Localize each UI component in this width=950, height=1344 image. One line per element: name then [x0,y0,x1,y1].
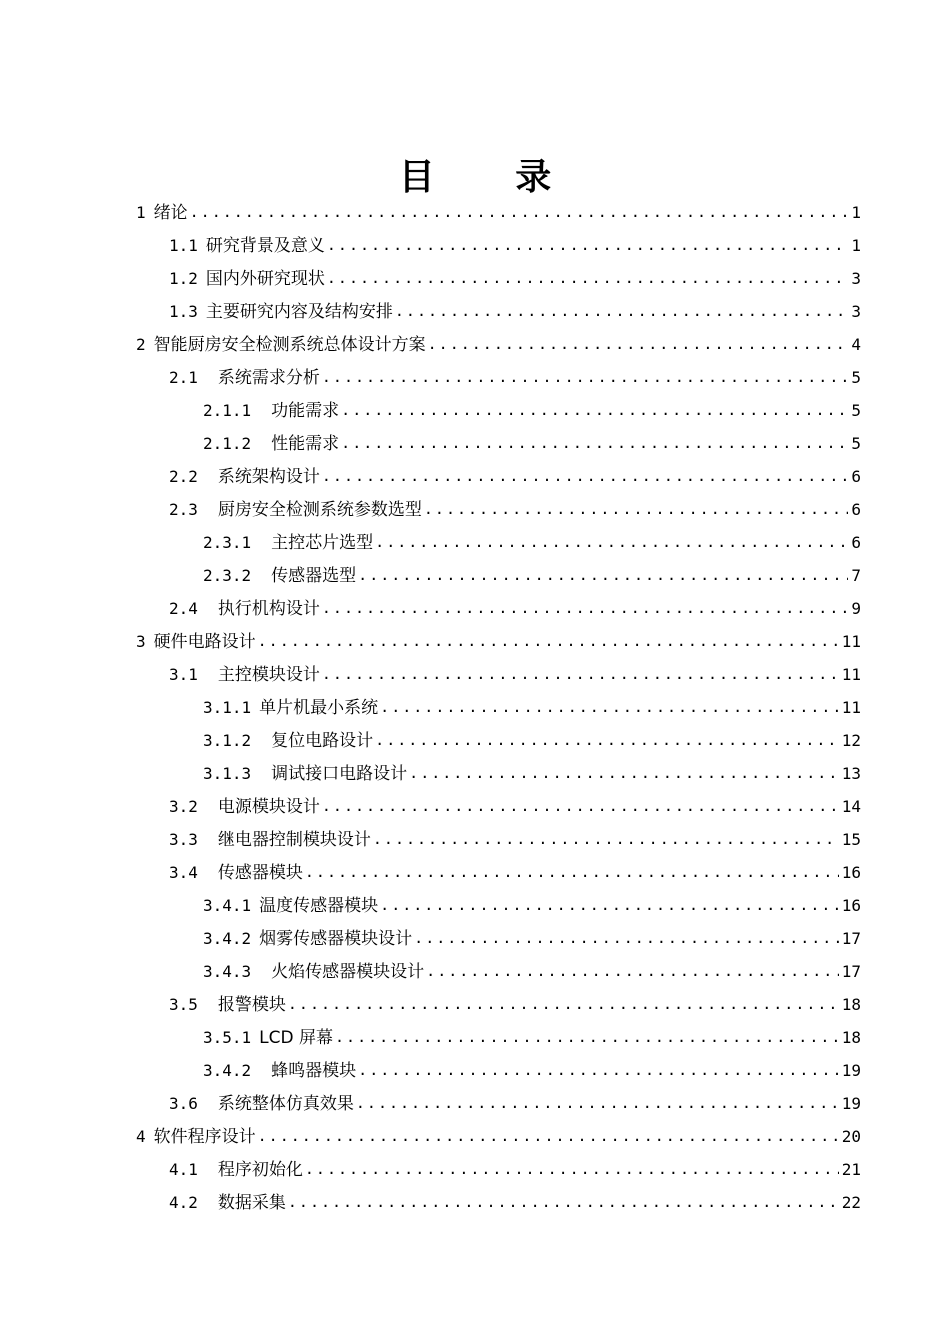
toc-title: 系统整体仿真效果 [217,1093,354,1114]
toc-entry-1[interactable] [136,196,861,229]
toc-page-number: 12 [841,731,861,750]
toc-entry-2-1-2[interactable] [203,427,861,460]
dot-leader [380,889,839,922]
toc-title: 火焰传感器模块设计 [271,961,425,982]
toc-number: 1.3 [169,301,198,321]
toc-page-number: 5 [851,368,861,387]
toc-page-number: 3 [851,302,861,321]
toc-number: 2 [136,334,146,354]
toc-page-number: 5 [851,401,861,420]
toc-page-number: 7 [851,566,861,585]
toc-title: 程序初始化 [217,1159,303,1180]
toc-entry-3-4-2[interactable] [203,922,861,955]
dot-leader [428,328,849,361]
dot-leader [375,526,848,559]
toc-entry-3-1-3[interactable] [203,757,861,790]
toc-title: 烟雾传感器模块设计 [259,928,413,949]
toc-entry-2-2[interactable] [169,460,861,493]
toc-entry-1-3[interactable] [169,295,861,328]
toc-entry-3-4-1[interactable] [203,889,861,922]
toc-title: 主要研究内容及结构安排 [205,301,393,322]
toc-number: 2.1.1 [203,400,252,420]
dot-leader [322,658,839,691]
toc-title: 绪论 [153,202,188,223]
toc-page-number: 21 [841,1160,861,1179]
toc-entry-2-3[interactable] [169,493,861,526]
toc-entry-2-3-2[interactable] [203,559,861,592]
toc-page-number: 16 [841,863,861,882]
toc-number: 3.5 [169,994,198,1014]
toc-title: 厨房安全检测系统参数选型 [217,499,422,520]
toc-title: 智能厨房安全检测系统总体设计方案 [153,334,426,355]
toc-title: 主控模块设计 [217,664,320,685]
toc-title: 软件程序设计 [153,1126,256,1147]
toc-page-number: 1 [851,236,861,255]
toc-title: 性能需求 [271,433,340,454]
dot-leader [327,262,848,295]
toc-number: 3.4.1 [203,895,252,915]
toc-title: 研究背景及意义 [205,235,325,256]
dot-leader [414,922,839,955]
toc-page-number: 15 [841,830,861,849]
toc-number: 3.4.2 [203,928,252,948]
dot-leader [322,460,848,493]
toc-title: 主控芯片选型 [271,532,374,553]
toc-number: 3 [136,631,146,651]
toc-page-number: 3 [851,269,861,288]
toc-page-number: 13 [841,764,861,783]
dot-leader [258,625,839,658]
toc-number: 4 [136,1126,146,1146]
toc-number: 1.1 [169,235,198,255]
toc-number: 3.2 [169,796,198,816]
toc-entry-4-1[interactable] [169,1153,861,1186]
toc-page-number: 19 [841,1061,861,1080]
toc-title: 功能需求 [271,400,340,421]
toc-title: LCD 屏幕 [259,1027,334,1048]
page-title: 目 录 [398,157,586,198]
toc-number: 2.1 [169,367,198,387]
toc-number: 4.1 [169,1159,198,1179]
toc-page-number: 17 [841,929,861,948]
dot-leader [322,361,848,394]
dot-leader [356,1087,839,1120]
toc-number: 2.3.2 [203,565,252,585]
toc-number: 1 [136,202,146,222]
toc-number: 3.1 [169,664,198,684]
toc-entry-2-3-1[interactable] [203,526,861,559]
toc-entry-2-1-1[interactable] [203,394,861,427]
toc-page-number: 11 [841,632,861,651]
dot-leader [358,559,848,592]
toc-number: 2.4 [169,598,198,618]
toc-entry-4[interactable] [136,1120,861,1153]
toc-page-number: 5 [851,434,861,453]
toc-entry-2-1[interactable] [169,361,861,394]
toc-number: 3.1.3 [203,763,252,783]
toc-number: 2.1.2 [203,433,252,453]
toc-title: 系统架构设计 [217,466,320,487]
toc-entry-2[interactable] [136,328,861,361]
toc-title: 硬件电路设计 [153,631,256,652]
toc-title: 复位电路设计 [271,730,374,751]
dot-leader [341,427,848,460]
toc-number: 2.3.1 [203,532,252,552]
toc-page-number: 11 [841,665,861,684]
toc-title: 调试接口电路设计 [271,763,408,784]
toc-entry-3-6[interactable] [169,1087,861,1120]
toc-number: 3.6 [169,1093,198,1113]
toc-entry-1-2[interactable] [169,262,861,295]
toc-page-number: 1 [851,203,861,222]
toc-page-number: 22 [841,1193,861,1212]
toc-page-number: 6 [851,533,861,552]
dot-leader [335,1021,839,1054]
toc-entry-3-5-2[interactable] [203,1054,861,1087]
dot-leader [341,394,848,427]
toc-entry-3-4-3[interactable] [203,955,861,988]
toc-entry-3-1-1[interactable] [203,691,861,724]
toc-entry-1-1[interactable] [169,229,861,262]
toc-title: 继电器控制模块设计 [217,829,371,850]
toc-number: 3.1.1 [203,697,252,717]
toc-title: 执行机构设计 [217,598,320,619]
toc-number: 3.5.1 [203,1027,252,1047]
toc-entry-3-4[interactable] [169,856,861,889]
dot-leader [375,724,839,757]
toc-number: 4.2 [169,1192,198,1212]
toc-entry-3-5-1[interactable] [203,1021,861,1054]
toc-entry-3-5[interactable] [169,988,861,1021]
toc-entry-3-2[interactable] [169,790,861,823]
toc-title: 国内外研究现状 [205,268,325,289]
toc-page-number: 14 [841,797,861,816]
toc-page-number: 18 [841,995,861,1014]
dot-leader [358,1054,839,1087]
toc-entry-3[interactable] [136,625,861,658]
toc-page-number: 9 [851,599,861,618]
toc-number: 3.3 [169,829,198,849]
toc-page-number: 4 [851,335,861,354]
toc-title: 数据采集 [217,1192,286,1213]
dot-leader [424,493,848,526]
toc-page-number: 6 [851,500,861,519]
toc-page-number: 18 [841,1028,861,1047]
dot-leader [380,691,839,724]
toc-title: 系统需求分析 [217,367,320,388]
dot-leader [322,790,839,823]
dot-leader [373,823,839,856]
toc-title: 蜂鸣器模块 [271,1060,357,1081]
toc-number: 2.2 [169,466,198,486]
dot-leader [305,856,839,889]
toc-page-number: 17 [841,962,861,981]
dot-leader [288,988,839,1021]
toc-title: 电源模块设计 [217,796,320,817]
toc-number: 3.1.2 [203,730,252,750]
dot-leader [305,1153,839,1186]
toc-entry-4-2[interactable] [169,1186,861,1219]
toc-title: 传感器选型 [271,565,357,586]
dot-leader [258,1120,839,1153]
toc-title: 温度传感器模块 [259,895,379,916]
dot-leader [322,592,848,625]
toc-entry-2-4[interactable] [169,592,861,625]
toc-page-number: 6 [851,467,861,486]
toc-page-number: 19 [841,1094,861,1113]
dot-leader [190,196,849,229]
toc-page-number: 16 [841,896,861,915]
toc-number: 3.4.3 [203,961,252,981]
dot-leader [426,955,839,988]
dot-leader [395,295,848,328]
dot-leader [327,229,848,262]
dot-leader [409,757,839,790]
toc-entry-3-3[interactable] [169,823,861,856]
toc-number: 3.4.2 [203,1060,252,1080]
toc-page-number: 20 [841,1127,861,1146]
toc-page-number: 11 [841,698,861,717]
toc-entry-3-1[interactable] [169,658,861,691]
toc-number: 2.3 [169,499,198,519]
toc-title: 传感器模块 [217,862,303,883]
toc-number: 1.2 [169,268,198,288]
toc-title: 单片机最小系统 [259,697,379,718]
dot-leader [288,1186,839,1219]
toc-entry-3-1-2[interactable] [203,724,861,757]
toc-title: 报警模块 [217,994,286,1015]
toc-number: 3.4 [169,862,198,882]
